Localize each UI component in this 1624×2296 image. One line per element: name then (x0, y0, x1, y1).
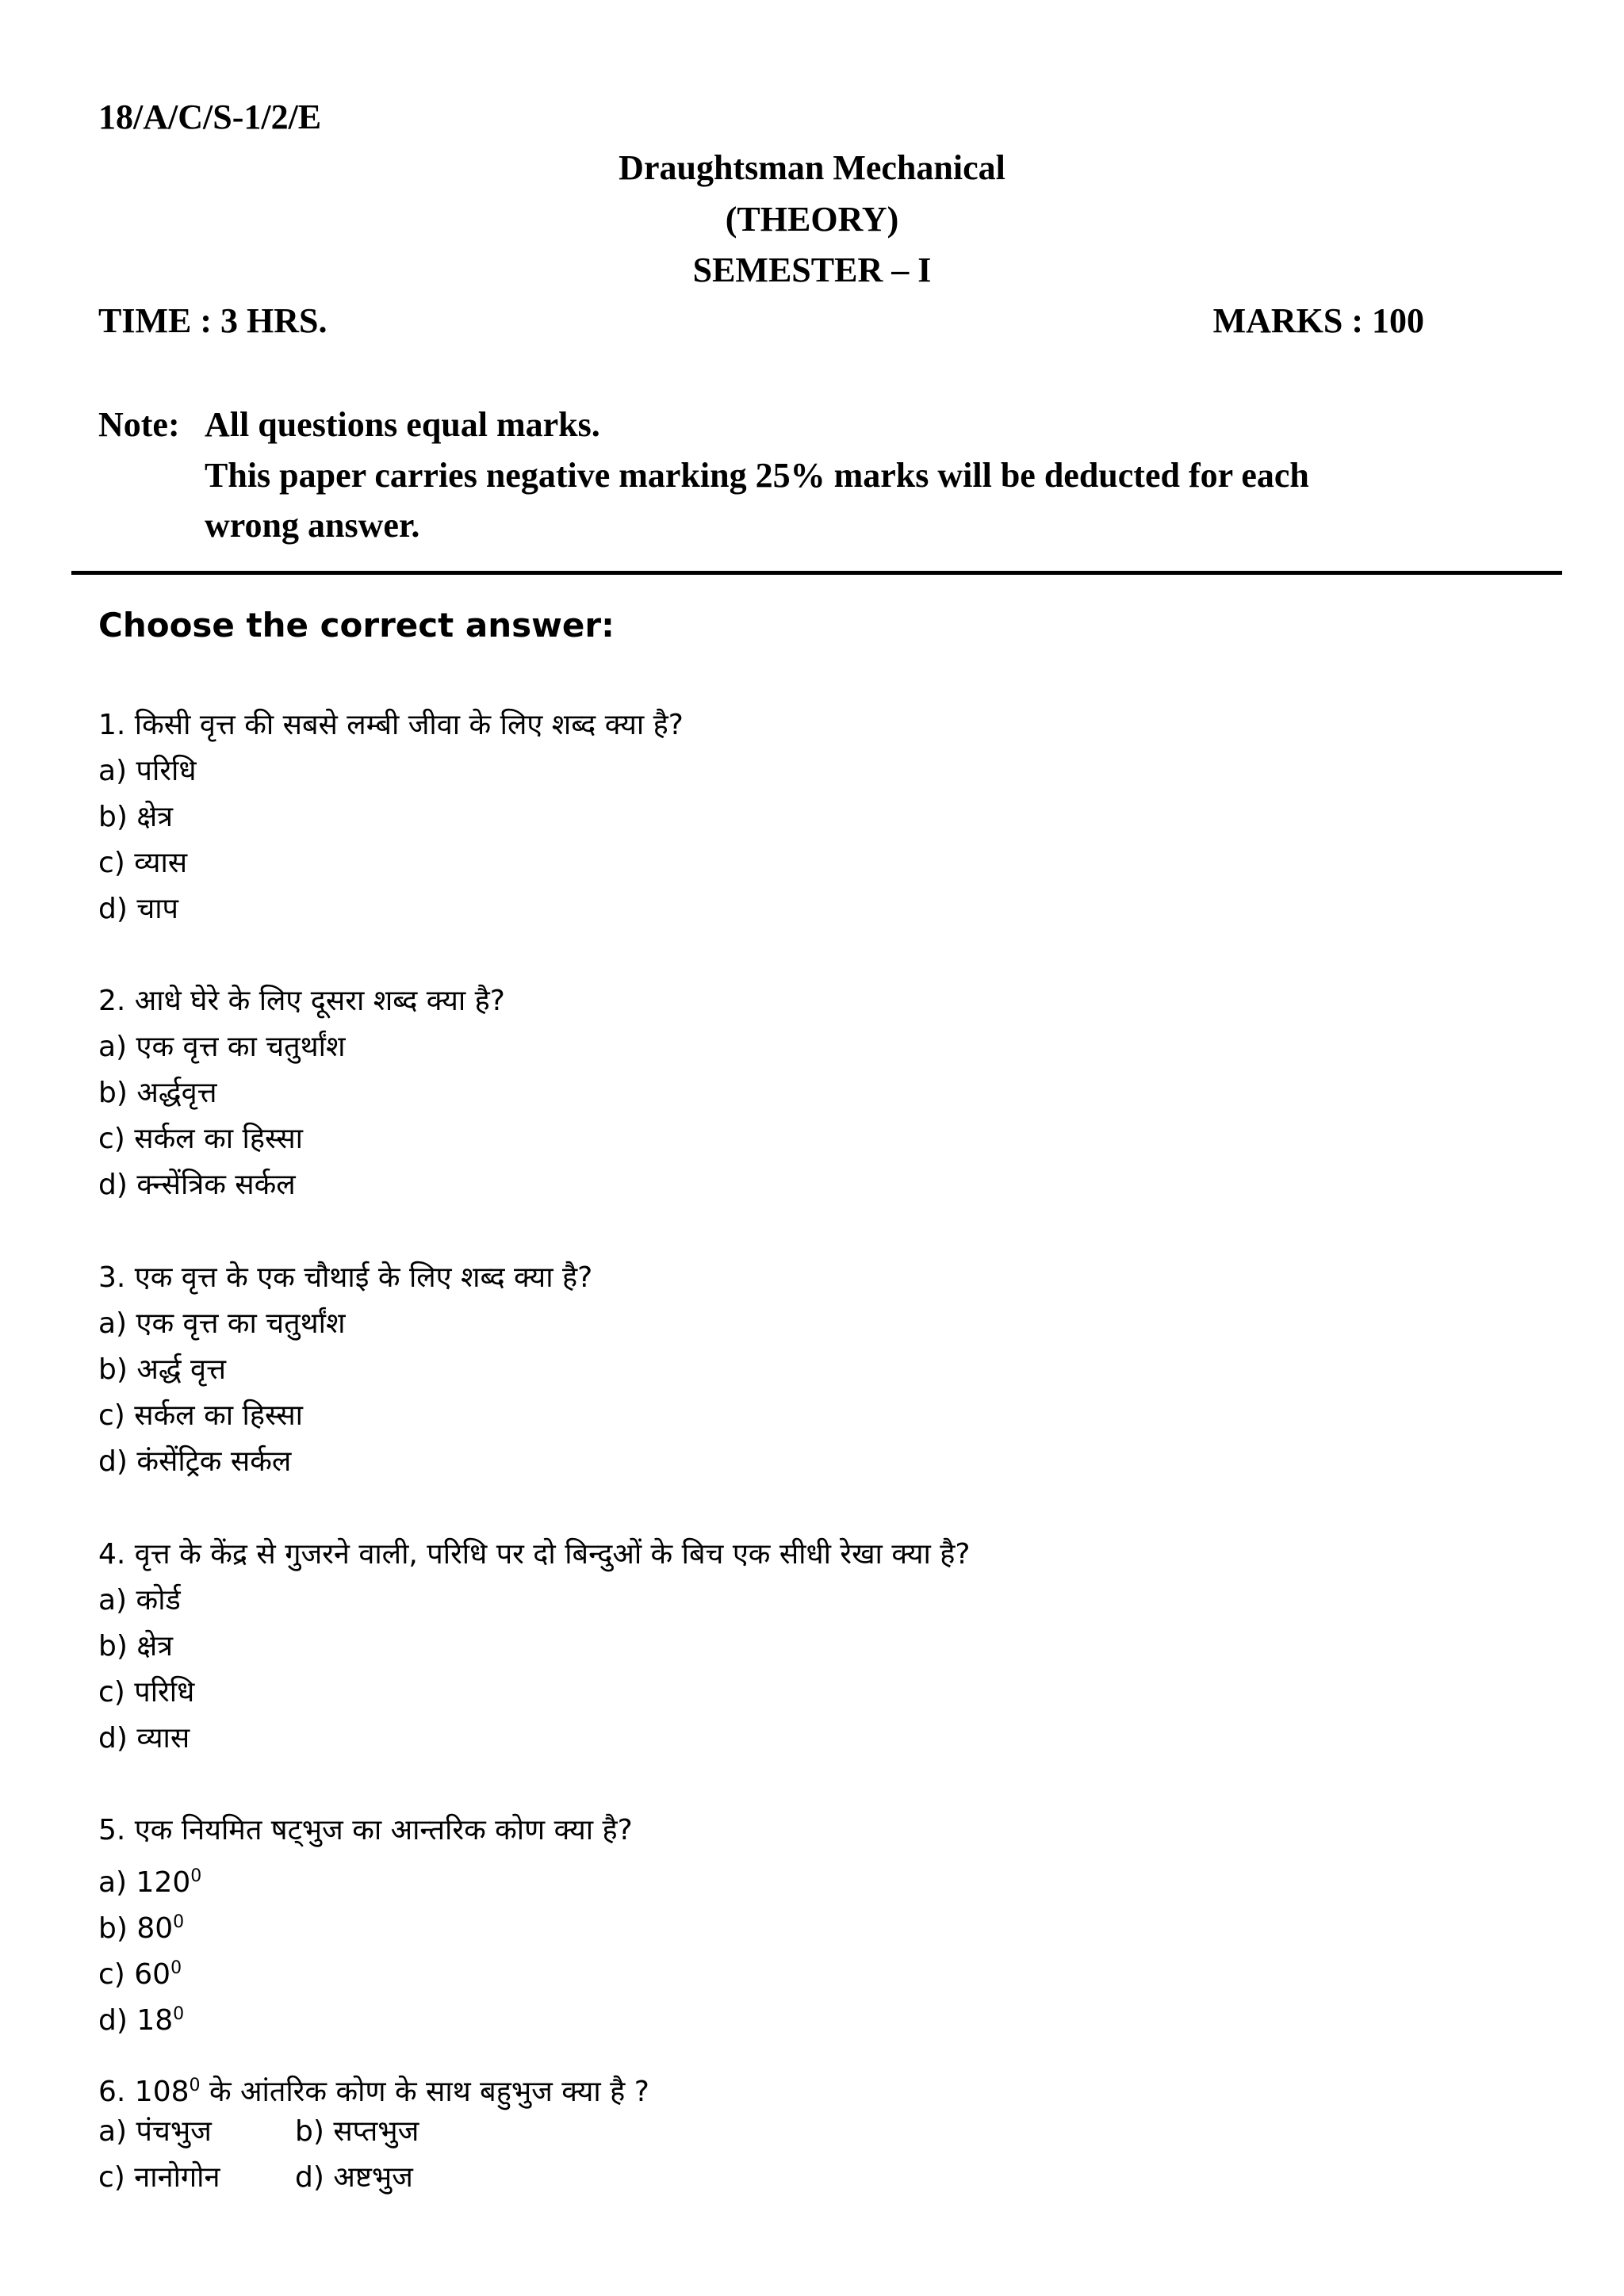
option-a: a) एक वृत्त का चतुर्थांश (98, 1307, 346, 1340)
option-d (98, 1992, 633, 2038)
question-2 (98, 978, 505, 1208)
question-1 (98, 702, 684, 932)
question-stem: 1. किसी वृत्त की सबसे लम्बी जीवा के लिए शब्द क्या है? (98, 709, 684, 741)
question-4 (98, 1532, 970, 1762)
option-c: c) नानोगोन (98, 2161, 220, 2194)
instruction-heading: Choose the correct answer: (98, 606, 615, 645)
marks-label: MARKS : 100 (1212, 301, 1424, 340)
question-stem (98, 2063, 649, 2109)
degree-superscript: 0 (189, 2076, 201, 2095)
option-d: d) चाप (98, 893, 178, 925)
option-c: c) परिधि (98, 1676, 195, 1709)
option-c: c) व्यास (98, 847, 188, 879)
option-text: d) 18 (98, 2004, 174, 2037)
option-d: d) अष्टभुज (295, 2161, 413, 2194)
option-b: b) क्षेत्र (98, 1630, 174, 1663)
option-a: a) कोर्ड (98, 1584, 181, 1617)
option-b: b) क्षेत्र (98, 801, 174, 833)
option-a (98, 1854, 633, 1900)
note-line-3: wrong answer. (205, 506, 420, 545)
question-5 (98, 1808, 633, 2038)
stem-prefix: 6. 108 (98, 2076, 190, 2108)
header-divider (71, 571, 1562, 575)
degree-superscript: 0 (170, 1958, 182, 1978)
option-a: a) पंचभुज (98, 2115, 212, 2148)
degree-superscript: 0 (173, 1912, 185, 1932)
paper-code: 18/A/C/S-1/2/E (98, 98, 322, 136)
note-line-1: All questions equal marks. (205, 405, 600, 444)
degree-superscript: 0 (173, 2004, 185, 2024)
option-d: d) क्न्सेंत्रिक सर्कल (98, 1169, 296, 1201)
paper-subtitle: (THEORY) (725, 200, 899, 239)
question-6 (98, 2063, 649, 2201)
degree-superscript: 0 (190, 1866, 202, 1886)
question-3 (98, 1255, 592, 1485)
option-c: c) सर्कल का हिस्सा (98, 1399, 303, 1432)
stem-suffix: के आंतरिक कोण के साथ बहुभुज क्या है ? (200, 2076, 649, 2108)
note-line-2: This paper carries negative marking 25% marks will be deducted for each (205, 456, 1309, 495)
note-label: Note: (98, 405, 180, 444)
option-b: b) सप्तभुज (295, 2115, 419, 2148)
option-text: b) 80 (98, 1912, 174, 1945)
option-a: a) एक वृत्त का चतुर्थांश (98, 1031, 346, 1063)
option-b: b) अर्द्धवृत्त (98, 1077, 217, 1109)
question-stem: 3. एक वृत्त के एक चौथाई के लिए शब्द क्या है? (98, 1261, 593, 1294)
option-d: d) कंसेंट्रिक सर्कल (98, 1445, 292, 1478)
option-text: c) 60 (98, 1958, 171, 1991)
option-c: c) सर्कल का हिस्सा (98, 1123, 303, 1155)
question-stem: 4. वृत्त के केंद्र से गुजरने वाली, परिधि पर दो बिन्दुओं के बिच एक सीधी रेखा क्या है? (98, 1538, 971, 1571)
paper-title: Draughtsman Mechanical (619, 148, 1005, 187)
semester-label: SEMESTER – I (692, 251, 932, 289)
option-d: d) व्यास (98, 1722, 190, 1755)
option-c (98, 1946, 633, 1992)
option-text: a) 120 (98, 1866, 191, 1899)
option-b: b) अर्द्ध वृत्त (98, 1353, 226, 1386)
option-a: a) परिधि (98, 755, 197, 787)
question-stem: 5. एक नियमित षट्भुज का आन्तरिक कोण क्या है? (98, 1814, 633, 1846)
option-b (98, 1900, 633, 1946)
time-label: TIME : 3 HRS. (98, 301, 327, 340)
question-stem: 2. आधे घेरे के लिए दूसरा शब्द क्या है? (98, 985, 505, 1017)
option-row (98, 2109, 649, 2155)
option-row (98, 2155, 649, 2201)
